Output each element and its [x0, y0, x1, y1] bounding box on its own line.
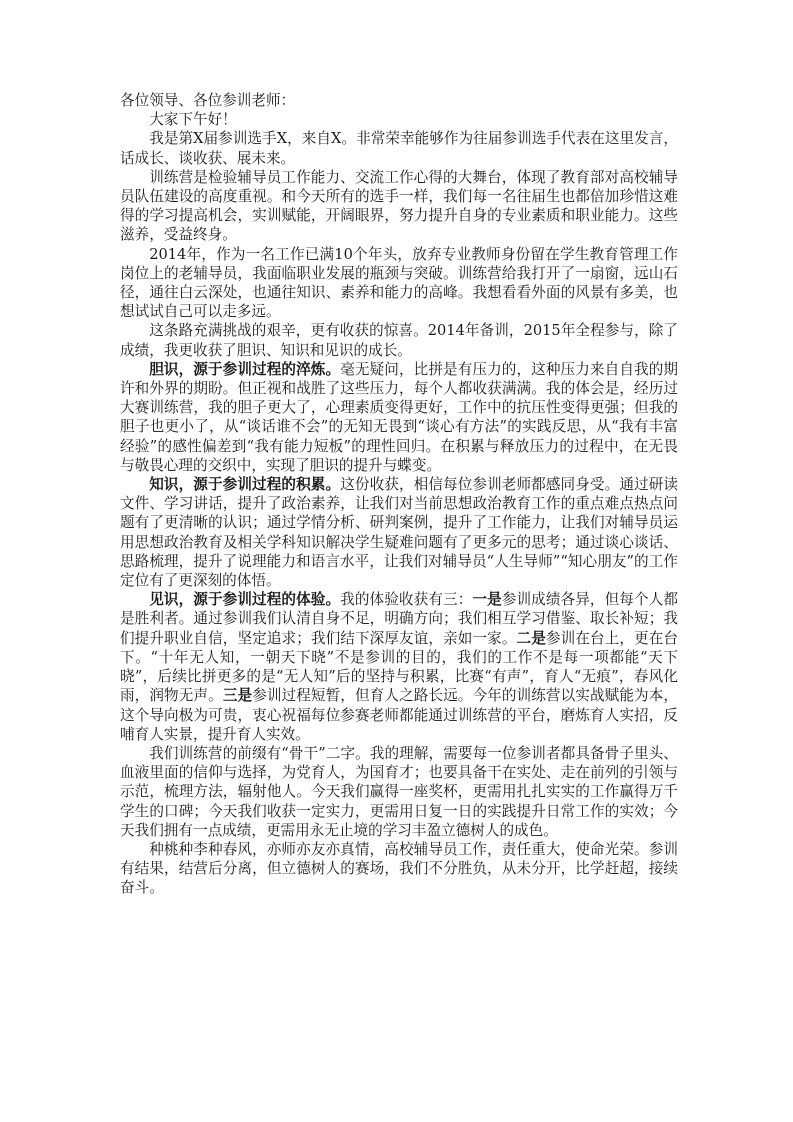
- paragraph-knowledge: [120, 475, 678, 590]
- point-one-label: 一是: [472, 591, 502, 609]
- point-three-label: 三是: [222, 687, 253, 705]
- paragraph-backbone: 我们训练营的前缀有“骨干”二字。我的理解，需要每一位参训者都具备骨子里头、血液里面的信仰与选择，为党育人，为国育才；也要具备干在实处、走在前列的引领与示范，梳理方法，辐射他人。今天我们赢得一座奖杯，更需用扎扎实实的工作赢得万千学生的口碑；今天我们收获一定实力，更需用日复一日的实践提升日常工作的实效；今天我们拥有一点成绩，更需用永无止境的学习丰盈立德树人的成色。: [120, 744, 678, 839]
- greeting: 大家下午好！: [149, 111, 237, 129]
- paragraph-courage: [120, 360, 678, 475]
- paragraph-challenge: 这条路充满挑战的艰辛，更有收获的惊喜。2014年备训，2015年全程参与，除了成绩，我更收获了胆识、知识和见识的成长。: [120, 322, 678, 359]
- paragraph-training-camp: 训练营是检验辅导员工作能力、交流工作心得的大舞台，体现了教育部对高校辅导员队伍建设的高度重视。和今天所有的选手一样，我们每一名往届生也都倍加珍惜这难得的学习提高机会，实训赋能，开阔眼界，努力提升自身的专业素质和职业能力。这些滋养，受益终身。: [120, 168, 678, 244]
- point-one-text: 参训成绩各异，但每个人都是胜利者。通过参训我们认清自身不足，明确方向；我们相互学习借鉴、取长补短；我们提升职业自信，坚定追求；我们结下深厚友谊，亲如一家。: [120, 591, 678, 647]
- insight-intro: 我的体验收获有三：: [340, 591, 473, 609]
- courage-text: 毫无疑问，比拼是有压力的，这种压力来自自我的期许和外界的期盼。但正视和战胜了这些压力，每个人都收获满满。我的体会是，经历过大赛训练营，我的胆子更大了，心理素质变得更好，工作中的抗压性变得更强；但我的胆子也更小了，从“谈话谁不会”的无知无畏到“谈心有方法”的实践反思，从“我有丰富经验”的感性偏差到“我有能力短板”的理性回归。在积累与释放压力的过程中，在无畏与敬畏心理的交织中，实现了胆识的提升与蝶变。: [120, 360, 678, 474]
- paragraph-2014: 2014年，作为一名工作已满10个年头，放弃专业教师身份留在学生教育管理工作岗位上的老辅导员，我面临职业发展的瓶颈与突破。训练营给我打开了一扇窗，远山石径，通往白云深处，也通往知识、素养和能力的高峰。我想看看外面的风景有多美，也想试试自己可以走多远。: [120, 245, 678, 321]
- paragraph-intro: 我是第X届参训选手X，来自X。非常荣幸能够作为往届参训选手代表在这里发言，话成长、谈收获、展未来。: [120, 130, 678, 167]
- insight-heading: 见识，源于参训过程的体验。: [149, 591, 341, 609]
- knowledge-text: 这份收获，相信每位参训老师都感同身受。通过研读文件、学习讲话，提升了政治素养，让我们对当前思想政治教育工作的重点难点热点问题有了更清晰的认识；通过学情分析、研判案例，提升了工作能力，让我们对辅导员运用思想政治教育及相关学科知识解决学生疑难问题有了更多元的思考；通过谈心谈话、思路梳理，提升了说理能力和语言水平，让我们对辅导员“人生导师”“知心朋友”的工作定位有了更深刻的体悟。: [120, 476, 678, 590]
- paragraph-insight: [120, 590, 678, 744]
- salutation: 各位领导、各位参训老师：: [120, 92, 296, 109]
- speech-document: [120, 91, 678, 898]
- point-three-text: 参训过程短暂，但育人之路长远。今年的训练营以实战赋能为本，这个导向极为可贵，衷心祝福每位参赛老师都能通过训练营的平台，磨炼育人实招，反哺育人实景，提升育人实效。: [120, 687, 678, 743]
- paragraph-closing: 种桃种李种春风，亦师亦友亦真情，高校辅导员工作，责任重大，使命光荣。参训有结果，结营后分离，但立德树人的赛场，我们不分胜负，从未分开，比学赶超，接续奋斗。: [120, 840, 678, 897]
- knowledge-heading: 知识，源于参训过程的积累。: [149, 476, 341, 494]
- point-two-text: 参训在台上，更在台下。“十年无人知，一朝天下晓”不是参训的目的，我们的工作不是每一项都能“天下晓”，后续比拼更多的是“无人知”后的坚持与积累，比赛“有声”，育人“无痕”，春风化雨，润物无声。: [120, 629, 678, 705]
- point-two-label: 二是: [516, 629, 546, 647]
- courage-heading: 胆识，源于参训过程的淬炼。: [149, 360, 341, 378]
